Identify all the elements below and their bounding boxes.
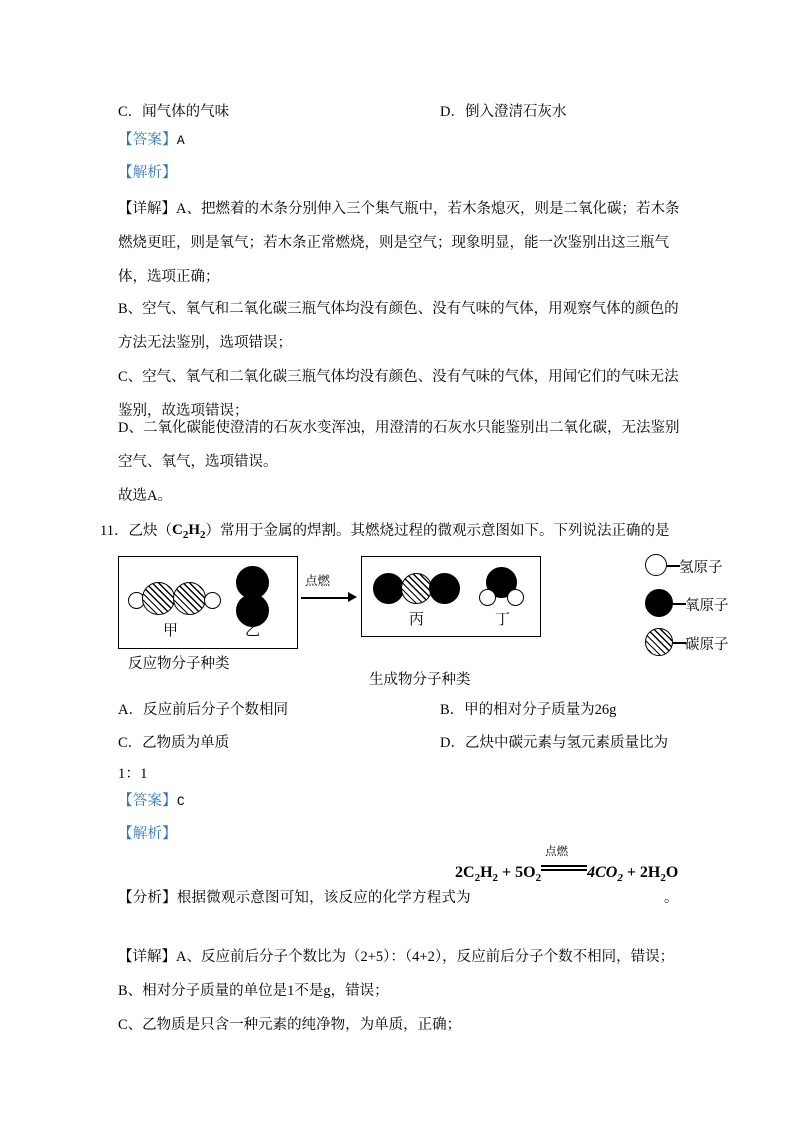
oxygen-atom-icon <box>645 589 673 617</box>
q11-answer <box>118 791 185 812</box>
reaction-condition: 点燃 <box>305 574 331 588</box>
molecule-label-bing: 丙 <box>409 612 425 628</box>
detail-text: A、反应前后分子个数比为（2+5）：（4+2），反应前后分子个数不相同，错误； <box>176 949 675 965</box>
q10-detail-p5: 故选A。 <box>118 488 172 504</box>
products-caption: 生成物分子种类 <box>369 672 471 688</box>
q10-option-c: C．闻气体的气味 <box>118 104 230 120</box>
q11-detail-p1 <box>118 940 682 974</box>
q10-option-d: D．倒入澄清石灰水 <box>440 104 567 120</box>
q11-analysis <box>118 888 471 908</box>
q11-option-b: B．甲的相对分子质量为26g <box>440 702 617 718</box>
answer-value: C <box>176 794 185 809</box>
atom-legend <box>645 554 794 664</box>
carbon-atom-icon <box>645 628 673 656</box>
reaction-diagram <box>118 556 729 688</box>
chemical-equation: $2C_2H_2 + 5O_2$ 点燃 $4CO_2 + 2H_2O$ <box>455 846 679 885</box>
q11-option-c: C．乙物质为单质 <box>118 735 230 751</box>
reactants-box <box>118 556 298 649</box>
oxygen-atom <box>429 573 460 604</box>
hydrogen-atom <box>479 589 496 606</box>
carbon-atom <box>173 582 206 615</box>
equation-condition: 点燃 <box>545 846 569 858</box>
q10-detail-p3: C、空气、氧气和二氧化碳三瓶气体均没有颜色、没有气味的气体，用闻它们的气味无法鉴别，故选项错误； <box>118 369 679 419</box>
analysis-text: 根据微观示意图可知，该反应的化学方程式为 <box>176 890 471 906</box>
analysis-label: 【分析】 <box>118 890 177 906</box>
equation-line-top <box>541 865 587 867</box>
q10-detail-p1 <box>118 192 682 294</box>
arrow-shaft <box>301 597 351 599</box>
legend-label-oxygen: 氧原子 <box>685 598 729 614</box>
detail-label: 【详解】 <box>118 201 176 217</box>
q11-stem-before: 乙炔（ <box>128 523 172 539</box>
hydrogen-atom <box>204 592 221 609</box>
q11-option-d-continued: 1：1 <box>118 766 148 782</box>
legend-label-carbon: 碳原子 <box>685 637 729 653</box>
hydrogen-atom-icon <box>645 554 667 576</box>
legend-label-hydrogen: 氢原子 <box>679 560 723 576</box>
hydrogen-atom <box>507 589 524 606</box>
q11-analysis-period: 。 <box>664 890 679 906</box>
q10-detail-p2: B、空气、氧气和二氧化碳三瓶气体均没有颜色、没有气味的气体，用观察气体的颜色的方法无法鉴别，选项错误； <box>118 301 679 351</box>
q10-answer <box>118 130 185 151</box>
answer-label: 【答案】 <box>118 793 177 809</box>
molecule-label-yi: 乙 <box>245 623 261 639</box>
reactants-caption: 反应物分子种类 <box>128 656 230 672</box>
reaction-arrow <box>301 574 359 610</box>
q11-option-d: D．乙炔中碳元素与氢元素质量比为 <box>440 735 668 751</box>
q11-detail-p2: B、相对分子质量的单位是1不是g，错误； <box>118 983 389 999</box>
carbon-atom <box>401 573 432 604</box>
arrow-head-icon <box>348 592 357 602</box>
q10-analysis-label: 【解析】 <box>118 165 177 181</box>
q11-number: 11． <box>100 523 129 539</box>
carbon-atom <box>142 582 175 615</box>
answer-value: A <box>176 133 185 148</box>
molecule-label-ding: 丁 <box>495 612 511 628</box>
products-box <box>361 556 541 637</box>
equation-arrow <box>541 846 587 877</box>
q11-option-a: A．反应前后分子个数相同 <box>118 702 288 718</box>
detail-text: A、把燃着的木条分别伸入三个集气瓶中，若木条熄灭，则是二氧化碳；若木条燃烧更旺，则是氧气；若木条正常燃烧，则是空气；现象明显，能一次鉴别出这三瓶气体，选项正确； <box>118 201 680 285</box>
detail-label: 【详解】 <box>118 949 176 965</box>
oxygen-atom <box>373 573 404 604</box>
molecule-label-jia: 甲 <box>163 623 179 639</box>
equation-line-bottom <box>541 869 587 871</box>
q11-analysis-label: 【解析】 <box>118 826 177 842</box>
q10-detail-p4: D、二氧化碳能使澄清的石灰水变浑浊，用澄清的石灰水只能鉴别出二氧化碳，无法鉴别空气、氧气，选项错误。 <box>118 420 680 470</box>
q11-stem <box>100 519 669 541</box>
q11-stem-formula: $C_2H_2$ <box>171 522 206 541</box>
answer-label: 【答案】 <box>118 132 177 148</box>
q11-stem-after: ）常用于金属的焊割。其燃烧过程的微观示意图如下。下列说法正确的是 <box>205 523 670 539</box>
q11-detail-p3: C、乙物质是只含一种元素的纯净物，为单质，正确； <box>118 1017 462 1033</box>
